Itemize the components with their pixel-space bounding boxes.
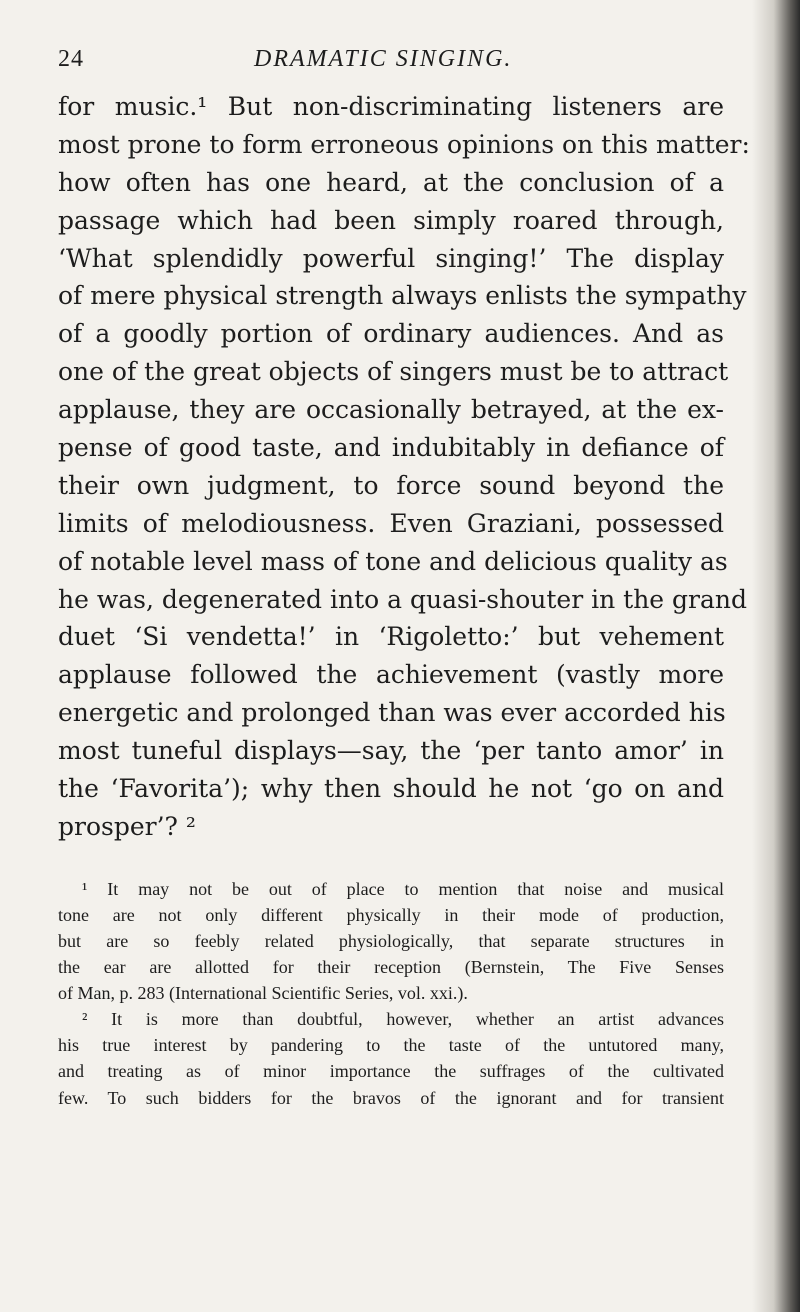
page-number: 24 [58,46,84,72]
footnotes [42,876,724,1111]
footnote-line: tone are not only different physically in their mode of production, [58,904,724,925]
body-line: most prone to form erroneous opinions on this matter: [58,129,750,159]
book-page [42,46,750,1111]
body-text [42,88,750,846]
running-title: DRAMATIC SINGING. [254,46,513,72]
body-line: how often has one heard, at the conclusion of a [58,167,724,197]
body-line: one of the great objects of singers must be to attract [58,357,729,387]
footnote-line: his true interest by pandering to the taste of the untutored many, [58,1035,724,1056]
body-line: of a goodly portion of ordinary audiences. And as [58,319,724,349]
footnote-line: and treating as of minor importance the suffrages of the cultivated [58,1061,724,1082]
body-line: applause, they are occasionally betrayed, at the ex- [58,395,724,425]
running-head [42,46,732,80]
page-edge-shadow [752,0,800,1312]
body-line: duet ‘Si vendetta!’ in ‘Rigoletto:’ but vehement [58,622,724,652]
body-line: their own judgment, to force sound beyond the [58,470,724,500]
footnote-line: of Man, p. 283 (International Scientific Series, vol. xxi.). [58,983,468,1004]
body-line: for music.¹ But non-discriminating listeners are [58,92,724,121]
body-line: passage which had been simply roared through, [58,205,724,235]
footnote-line: ¹ It may not be out of place to mention that noise and musical [82,878,724,899]
footnote-line: but are so feebly related physiologically, that separate structures in [58,931,724,951]
body-line: energetic and prolonged than was ever accorded his [58,698,726,728]
body-line: of mere physical strength always enlists the sympathy [58,281,747,311]
body-line: he was, degenerated into a quasi-shouter in the grand [58,584,748,614]
body-line: of notable level mass of tone and delicious quality as [58,546,728,576]
body-line: limits of melodiousness. Even Graziani, possessed [58,508,724,538]
body-line: most tuneful displays—say, the ‘per tanto amor’ in [58,736,724,766]
footnote-line: the ear are allotted for their reception (Bernstein, The Five Senses [58,957,724,978]
footnote-line: ² It is more than doubtful, however, whether an artist advances [82,1009,724,1030]
footnote-line: few. To such bidders for the bravos of the ignorant and for transient [58,1087,724,1108]
body-line: the ‘Favorita’); why then should he not ‘go on and [58,774,724,804]
body-line: pense of good taste, and indubitably in defiance of [58,433,724,463]
body-line: applause followed the achievement (vastly more [58,660,724,690]
body-line: ‘What splendidly powerful singing!’ The display [58,243,724,273]
body-line: prosper’? ² [58,811,196,841]
